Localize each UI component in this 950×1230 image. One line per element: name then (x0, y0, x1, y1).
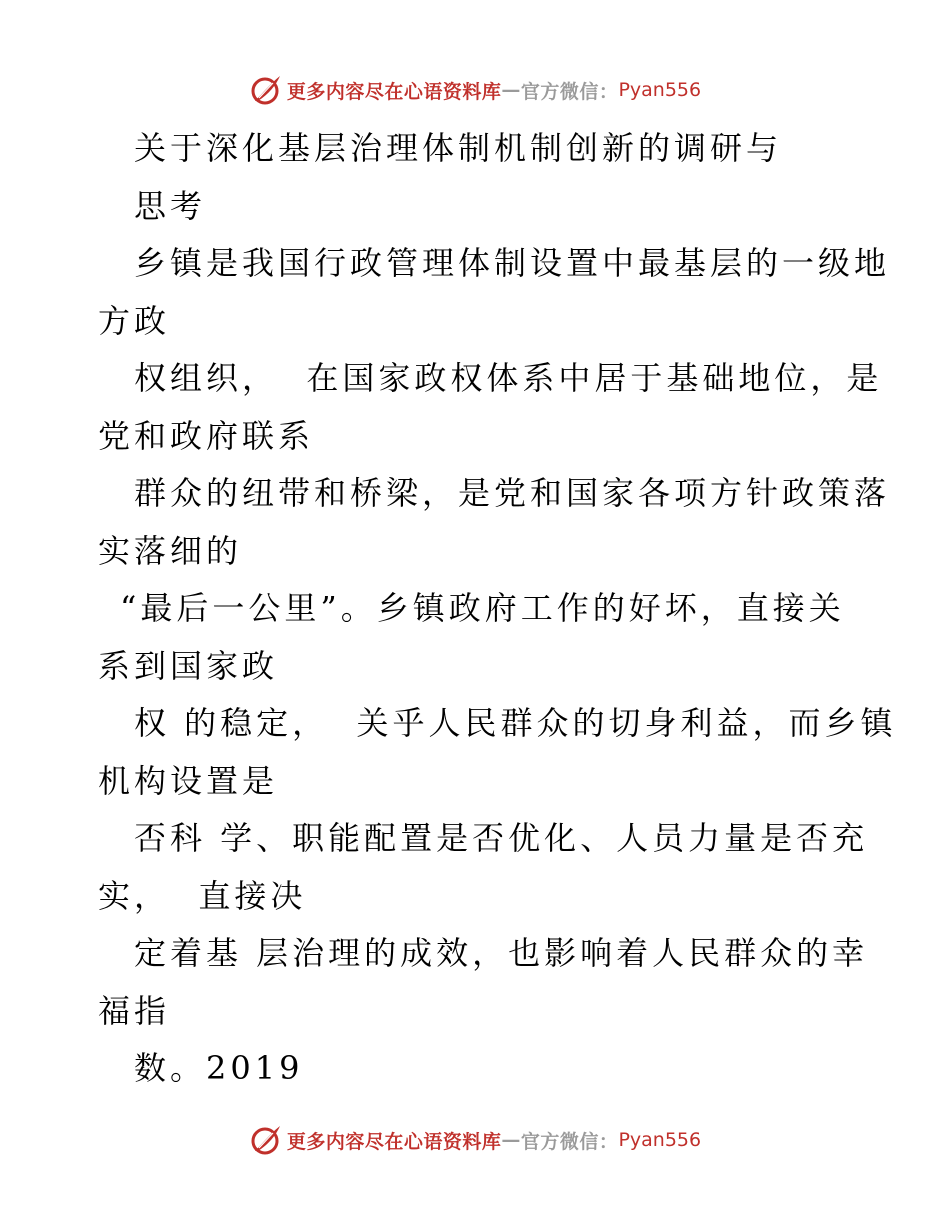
paragraph-line: 福指 (98, 991, 171, 1030)
paragraph-line: “最后一公里”。乡镇政府工作的好坏，直接关 (120, 589, 845, 627)
paragraph-line: 否科 学、职能配置是否优化、人员力量是否充 (134, 819, 869, 857)
banner-main-text: 更多内容尽在心语资料库 (286, 80, 502, 103)
paragraph-line: 方政 (98, 301, 171, 340)
paragraph-line: 乡镇是我国行政管理体制设置中最基层的一级地 (134, 244, 891, 282)
paragraph-line: 系到国家政 (98, 646, 279, 685)
feather-logo-icon (249, 73, 283, 107)
banner-wechat-label: 官方微信： (520, 80, 619, 103)
feather-logo-icon (249, 1123, 283, 1157)
paragraph-line: 群众的纽带和桥梁，是党和国家各项方针政策落 (134, 474, 891, 512)
paragraph-line: 权组织， 在国家政权体系中居于基础地位，是 (134, 359, 883, 397)
paragraph-line: 定着基 层治理的成效，也影响着人民群众的幸 (134, 934, 869, 972)
paragraph-line: 实落细的 (98, 531, 243, 570)
document-body (0, 120, 950, 1098)
footer-banner (0, 1120, 950, 1160)
paragraph-line: 实， 直接决 (98, 876, 307, 915)
banner-wechat-label: 官方微信： (520, 1130, 619, 1153)
banner-wechat-handle: Pyan556 (618, 79, 702, 101)
paragraph-line: 权 的稳定， 关乎人民群众的切身利益，而乡镇 (134, 704, 897, 742)
title-line-1: 关于深化基层治理体制机制创新的调研与 (134, 129, 783, 167)
banner-dash: — (501, 1129, 521, 1151)
header-banner (0, 70, 950, 110)
banner-main-text: 更多内容尽在心语资料库 (286, 1130, 502, 1153)
banner-wechat-handle: Pyan556 (618, 1129, 702, 1151)
paragraph-line: 机构设置是 (98, 761, 279, 800)
paragraph-line: 数。2019 (134, 1049, 304, 1087)
banner-dash: — (501, 79, 521, 101)
paragraph-line: 党和政府联系 (98, 416, 315, 455)
title-line-2: 思考 (134, 186, 207, 225)
